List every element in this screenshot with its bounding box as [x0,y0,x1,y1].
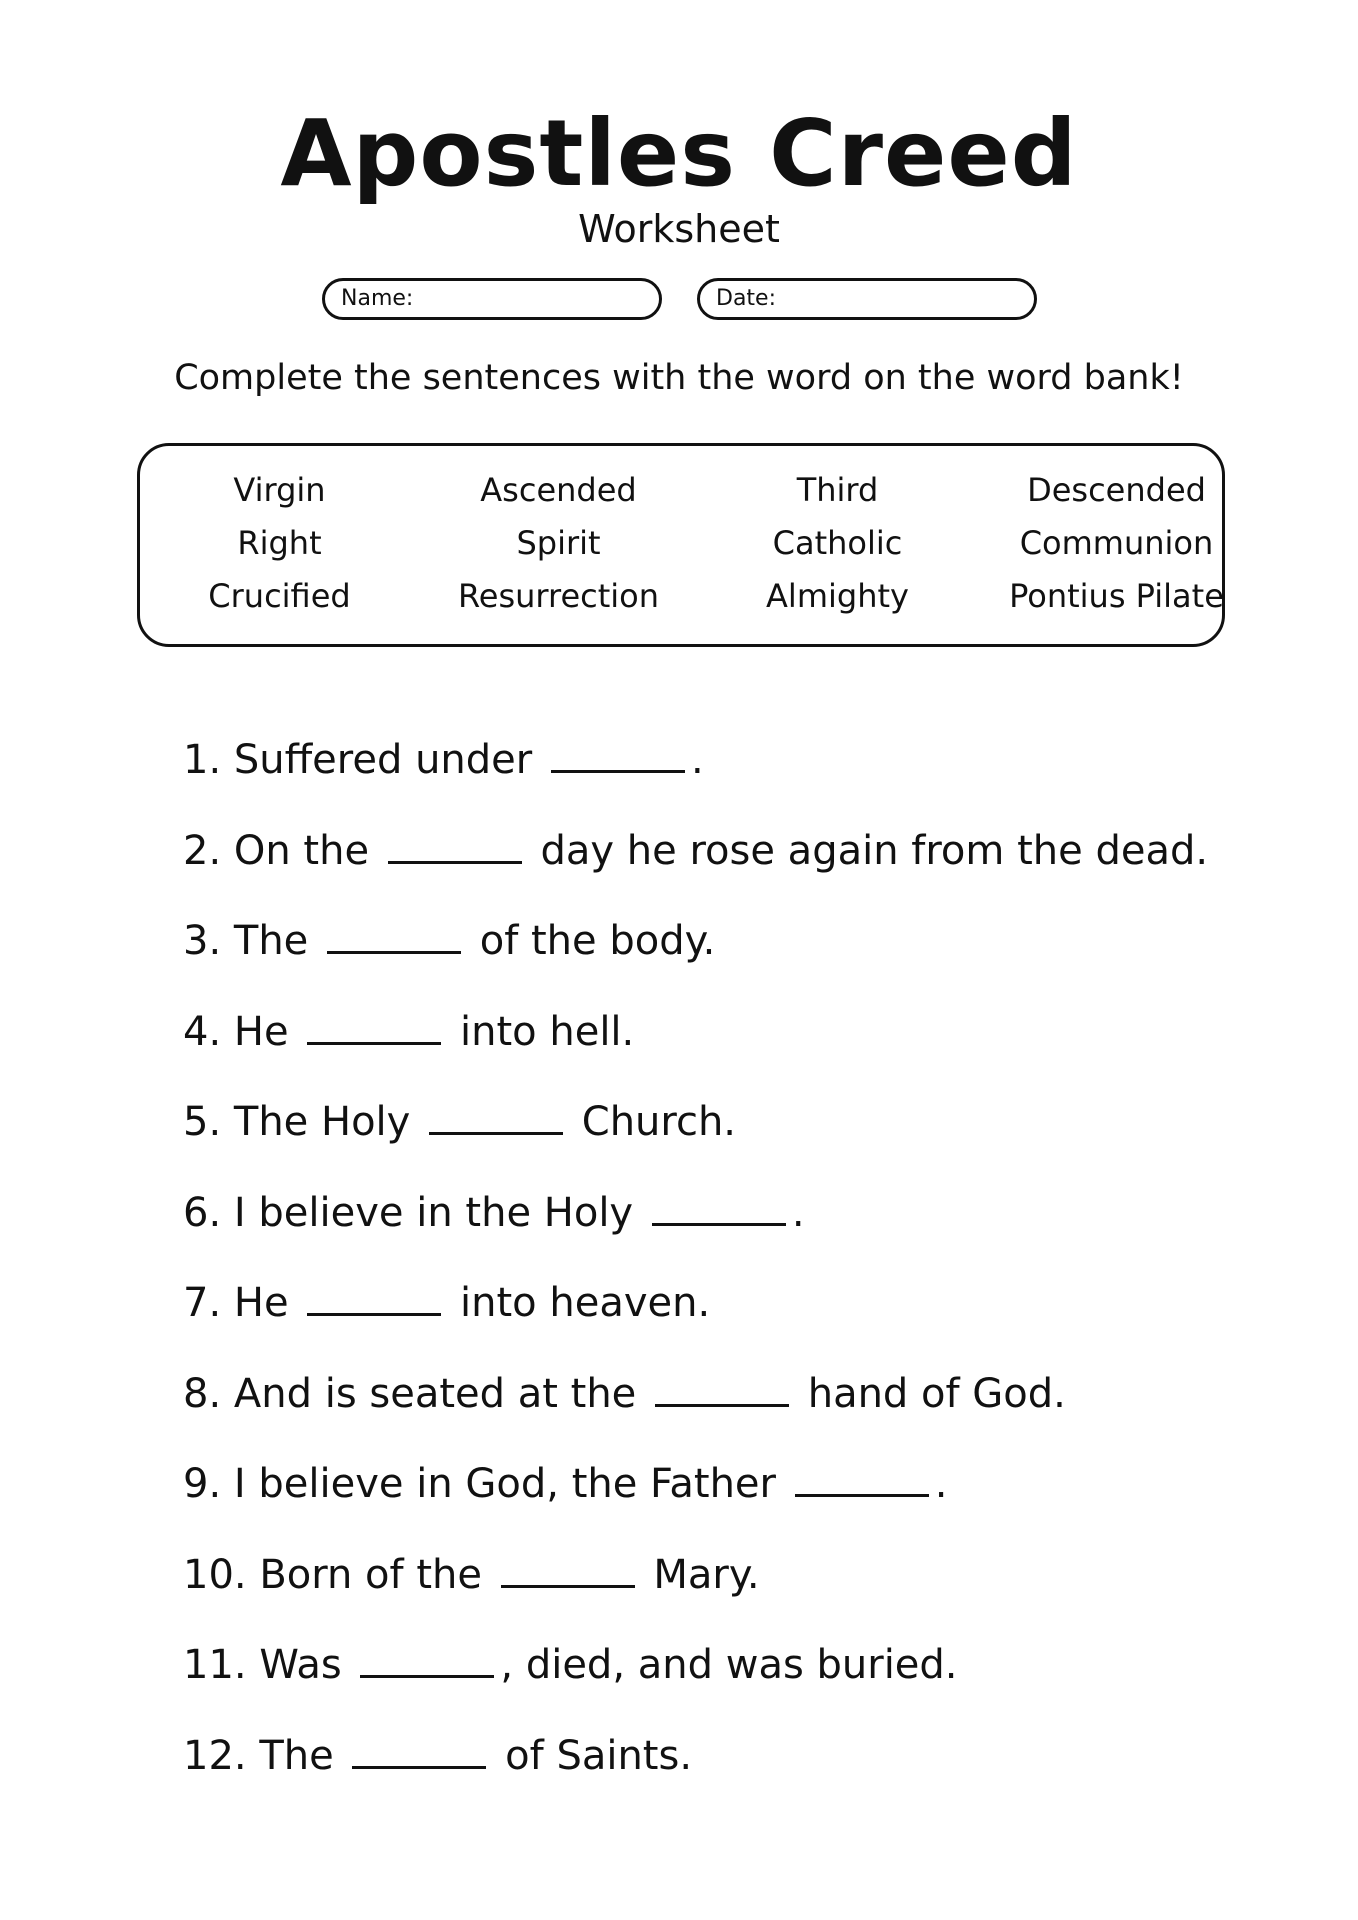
question-text-after: day he rose again from the dead. [540,827,1209,874]
answer-blank[interactable] [307,1277,441,1316]
question-text-before: 5. The Holy [183,1099,411,1145]
question-2 [183,821,1243,912]
question-text-before: 10. Born of the [183,1551,482,1598]
question-text-after: into heaven. [460,1280,711,1326]
question-text-after: . [934,1461,948,1507]
answer-blank[interactable] [551,734,685,773]
answer-blank[interactable] [655,1368,789,1407]
answer-blank[interactable] [652,1187,786,1226]
date-label: Date: [716,286,776,311]
question-text-before: 11. Was [183,1642,342,1688]
word-bank-word: Pontius Pilate [1009,577,1224,615]
answer-blank[interactable] [352,1730,486,1769]
question-text-before: 3. The [183,918,309,964]
question-text-before: 4. He [183,1008,289,1055]
word-bank-word: Right [237,524,322,562]
name-label: Name: [341,286,414,311]
answer-blank[interactable] [501,1549,635,1588]
date-field[interactable] [697,278,1037,320]
question-text-after: into hell. [460,1008,635,1055]
answer-blank[interactable] [795,1458,929,1497]
word-bank-word: Ascended [480,471,637,509]
question-text-after: of Saints. [505,1732,693,1779]
question-text-after: . [791,1189,805,1236]
instruction-text: Complete the sentences with the word on the word bank! [174,358,1184,398]
word-bank [137,443,1225,647]
word-bank-word: Resurrection [457,577,660,615]
answer-blank[interactable] [429,1096,563,1135]
question-text-before: 6. I believe in the Holy [183,1189,634,1236]
question-text-before: 2. On the [183,827,370,874]
word-bank-word: Spirit [516,524,601,562]
question-12 [183,1726,1243,1817]
question-text-after: of the body. [479,918,716,964]
question-text-after: , died, and was buried. [500,1642,958,1688]
word-bank-word: Third [796,471,879,509]
word-bank-word: Communion [1019,524,1214,562]
question-5 [183,1092,1243,1183]
word-bank-grid [140,464,1222,623]
question-4 [183,1002,1243,1093]
name-field[interactable] [322,278,662,320]
question-11 [183,1635,1243,1726]
answer-blank[interactable] [360,1639,494,1678]
answer-blank[interactable] [307,1006,441,1045]
question-9 [183,1454,1243,1545]
word-bank-word: Almighty [766,577,909,615]
question-list [183,730,1243,1816]
question-7 [183,1273,1243,1364]
question-text-before: 7. He [183,1280,289,1326]
question-text-after: Mary. [653,1551,760,1598]
question-text-before: 8. And is seated at the [183,1370,637,1417]
question-10 [183,1545,1243,1636]
worksheet-title: Apostles Creed [280,100,1078,207]
question-6 [183,1183,1243,1274]
question-3 [183,911,1243,1002]
answer-blank[interactable] [388,825,522,864]
question-text-after: Church. [581,1099,737,1145]
question-text-after: . [690,737,704,783]
answer-blank[interactable] [327,915,461,954]
word-bank-word: Descended [1027,471,1206,509]
word-bank-word: Catholic [772,524,903,562]
question-text-before: 1. Suffered under [183,737,533,783]
question-text-before: 12. The [183,1732,334,1779]
question-8 [183,1364,1243,1455]
word-bank-word: Crucified [208,577,351,615]
question-text-before: 9. I believe in God, the Father [183,1461,776,1507]
word-bank-word: Virgin [233,471,326,509]
question-1 [183,730,1243,821]
worksheet-subtitle: Worksheet [578,207,780,251]
question-text-after: hand of God. [807,1370,1066,1417]
